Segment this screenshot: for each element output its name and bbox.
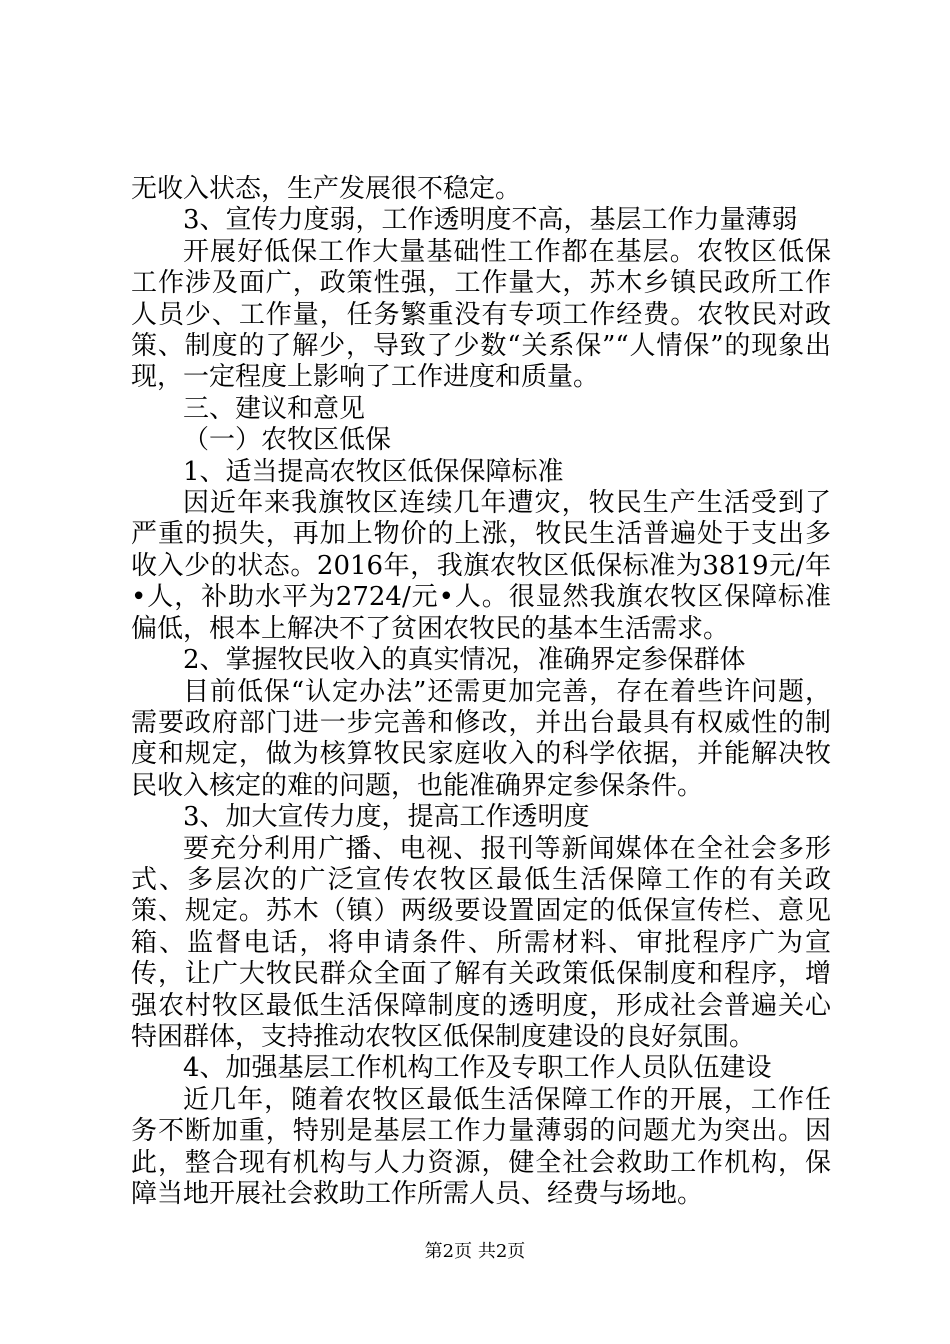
subheading-item-2: 2、掌握牧民收入的真实情况，准确界定参保群体 — [183, 645, 746, 676]
document-body — [131, 174, 831, 1210]
paragraph: 开展好低保工作大量基础性工作都在基层。农牧区低保工作涉及面广，政策性强，工作量大，苏木乡镇民政所工作人员少、工作量，任务繁重没有专项工作经费。农牧民对政策、制度的了解少，导致了少数“关系保”“人情保”的现象出现，一定程度上影响了工作进度和质量。 — [131, 236, 831, 393]
subsection-heading: （一）农牧区低保 — [183, 425, 392, 456]
paragraph: 要充分利用广播、电视、报刊等新闻媒体在全社会多形式、多层次的广泛宣传农牧区最低生活保障工作的有关政策、规定。苏木（镇）两级要设置固定的低保宣传栏、意见箱、监督电话，将申请条件、所需材料、审批程序广为宣传，让广大牧民群众全面了解有关政策低保制度和程序，增强农村牧区最低生活保障制度的透明度，形成社会普遍关心特困群体，支持推动农牧区低保制度建设的良好氛围。 — [131, 833, 831, 1052]
section-heading: 三、建议和意见 — [183, 393, 366, 424]
paragraph: 目前低保“认定办法”还需更加完善，存在着些许问题，需要政府部门进一步完善和修改，并出台最具有权威性的制度和规定，做为核算牧民家庭收入的科学依据，并能解决牧民收入核定的难的问题，也能准确界定参保条件。 — [131, 676, 831, 801]
subheading-item-4: 4、加强基层工作机构工作及专职工作人员队伍建设 — [183, 1053, 772, 1084]
subheading-item-3b: 3、加大宣传力度，提高工作透明度 — [183, 802, 590, 833]
paragraph: 因近年来我旗牧区连续几年遭灾，牧民生产生活受到了严重的损失，再加上物价的上涨，牧民生活普遍处于支出多收入少的状态。2016年，我旗农牧区低保标准为3819元/年•人，补助水平为2724/元•人。很显然我旗农牧区保障标准偏低，根本上解决不了贫困农牧民的基本生活需求。 — [131, 488, 831, 644]
paragraph: 近几年，随着农牧区最低生活保障工作的开展，工作任务不断加重，特别是基层工作力量薄弱的问题尤为突出。因此，整合现有机构与人力资源，健全社会救助工作机构，保障当地开展社会救助工作所需人员、经费与场地。 — [131, 1084, 831, 1209]
subheading-item-3: 3、宣传力度弱，工作透明度不高，基层工作力量薄弱 — [183, 205, 798, 236]
page-footer: 第2页 共2页 — [424, 1241, 526, 1262]
paragraph-continuation: 无收入状态，生产发展很不稳定。 — [131, 174, 522, 204]
subheading-item-1: 1、适当提高农牧区低保保障标准 — [183, 456, 564, 487]
